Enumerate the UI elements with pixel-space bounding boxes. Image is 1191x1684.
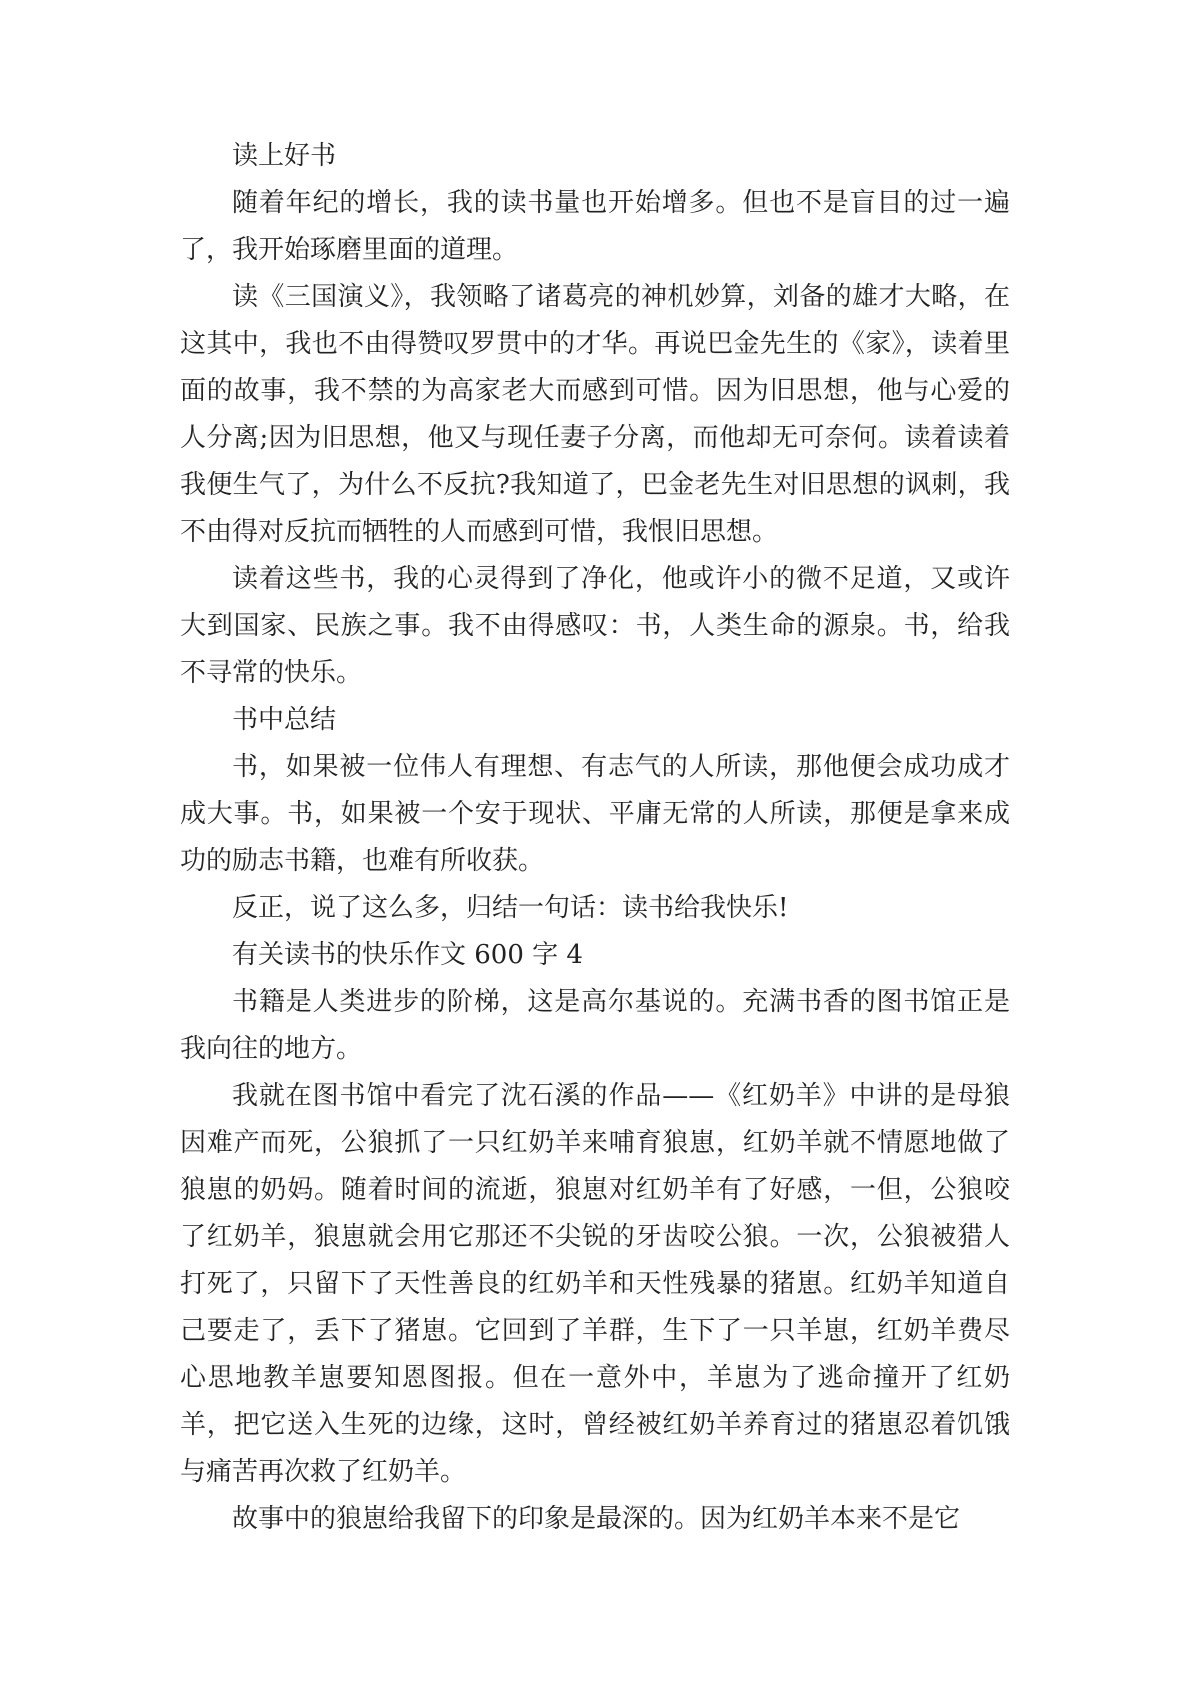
paragraph: 读着这些书，我的心灵得到了净化，他或许小的微不足道，又或许大到国家、民族之事。我不由得感叹：书，人类生命的源泉。书，给我不寻常的快乐。 [180,564,1010,688]
paragraph: 故事中的狼崽给我留下的印象是最深的。因为红奶羊本来不是它 [232,1504,961,1534]
paragraph: 书，如果被一位伟人有理想、有志气的人所读，那他便会成功成才成大事。书，如果被一个安于现状、平庸无常的人所读，那便是拿来成功的励志书籍，也难有所收获。 [180,752,1010,876]
paragraph: 我就在图书馆中看完了沈石溪的作品——《红奶羊》中讲的是母狼因难产而死，公狼抓了一只红奶羊来哺育狼崽，红奶羊就不情愿地做了狼崽的奶妈。随着时间的流逝，狼崽对红奶羊有了好感，一但，公狼咬了红奶羊，狼崽就会用它那还不尖锐的牙齿咬公狼。一次，公狼被猎人打死了，只留下了天性善良的红奶羊和天性残暴的猪崽。红奶羊知道自己要走了，丢下了猪崽。它回到了羊群，生下了一只羊崽，红奶羊费尽心思地教羊崽要知恩图报。但在一意外中，羊崽为了逃命撞开了红奶羊，把它送入生死的边缘，这时，曾经被红奶羊养育过的猪崽忍着饥饿与痛苦再次救了红奶羊。 [180,1081,1010,1487]
document-body [180,133,1010,1543]
paragraph: 随着年纪的增长，我的读书量也开始增多。但也不是盲目的过一遍了，我开始琢磨里面的道理。 [180,188,1010,265]
paragraph: 读《三国演义》，我领略了诸葛亮的神机妙算，刘备的雄才大略，在这其中，我也不由得赞叹罗贯中的才华。再说巴金先生的《家》，读着里面的故事，我不禁的为高家老大而感到可惜。因为旧思想，他与心爱的人分离;因为旧思想，他又与现任妻子分离，而他却无可奈何。读着读着我便生气了，为什么不反抗?我知道了，巴金老先生对旧思想的讽刺，我不由得对反抗而牺牲的人而感到可惜，我恨旧思想。 [180,282,1010,547]
section-heading: 读上好书 [232,141,337,171]
essay-title: 有关读书的快乐作文 600 字 4 [232,940,583,970]
paragraph: 书籍是人类进步的阶梯，这是高尔基说的。充满书香的图书馆正是我向往的地方。 [180,987,1010,1064]
section-heading: 书中总结 [232,705,337,735]
paragraph: 反正，说了这么多，归结一句话：读书给我快乐! [232,893,789,923]
